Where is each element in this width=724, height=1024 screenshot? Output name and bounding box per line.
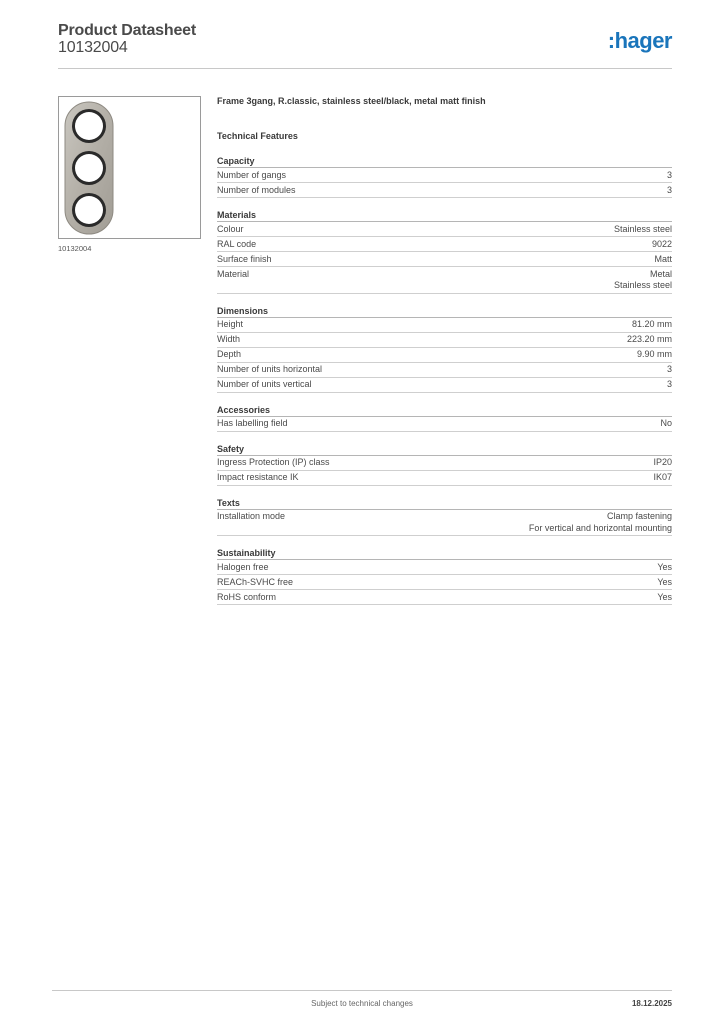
feature-value-line: 3 bbox=[666, 379, 672, 389]
product-image bbox=[58, 96, 201, 239]
feature-value-line: 9.90 mm bbox=[636, 349, 672, 359]
section-texts bbox=[217, 496, 672, 537]
section-dimensions bbox=[217, 304, 672, 393]
feature-label: Halogen free bbox=[217, 561, 269, 572]
feature-row bbox=[217, 252, 672, 267]
feature-value-line: 3 bbox=[666, 184, 672, 195]
footer-divider bbox=[52, 990, 672, 991]
feature-label: Installation mode bbox=[217, 511, 286, 521]
feature-value bbox=[657, 577, 672, 589]
feature-row bbox=[217, 333, 672, 348]
section-title: Dimensions bbox=[217, 304, 672, 318]
section-safety bbox=[217, 442, 672, 486]
feature-row bbox=[217, 575, 672, 590]
feature-value bbox=[667, 379, 672, 391]
feature-row bbox=[217, 363, 672, 378]
feature-row bbox=[217, 417, 672, 432]
feature-row bbox=[217, 267, 672, 294]
feature-row bbox=[217, 456, 672, 471]
feature-label: Number of gangs bbox=[217, 169, 287, 180]
section-sustainability bbox=[217, 546, 672, 605]
feature-value bbox=[653, 457, 672, 469]
feature-label: RoHS conform bbox=[217, 591, 277, 602]
feature-row bbox=[217, 471, 672, 486]
section-title: Texts bbox=[217, 496, 672, 510]
section-title: Capacity bbox=[217, 154, 672, 168]
footer-note: Subject to technical changes bbox=[311, 999, 413, 1008]
feature-value-line: 9022 bbox=[651, 238, 672, 249]
feature-value bbox=[654, 254, 672, 266]
feature-value bbox=[657, 592, 672, 604]
feature-value-line: Yes bbox=[657, 576, 672, 587]
feature-row bbox=[217, 237, 672, 252]
feature-value bbox=[652, 239, 672, 251]
feature-label: Colour bbox=[217, 223, 244, 234]
frame-3gang-image bbox=[59, 97, 200, 238]
feature-row bbox=[217, 168, 672, 183]
feature-value-line: Stainless steel bbox=[613, 223, 672, 234]
feature-value-line: Clamp fastening bbox=[606, 511, 672, 521]
product-title: Frame 3gang, R.classic, stainless steel/black, metal matt finish bbox=[217, 96, 486, 106]
feature-label: Number of modules bbox=[217, 184, 296, 195]
feature-label: Ingress Protection (IP) class bbox=[217, 457, 330, 467]
feature-value bbox=[637, 349, 672, 361]
section-title: Sustainability bbox=[217, 546, 672, 560]
feature-value-line: IK07 bbox=[653, 472, 672, 482]
section-title: Accessories bbox=[217, 403, 672, 417]
section-capacity bbox=[217, 154, 672, 198]
feature-label: Impact resistance IK bbox=[217, 472, 299, 482]
feature-value-line: Stainless steel bbox=[613, 280, 672, 290]
feature-row bbox=[217, 378, 672, 393]
feature-label: Height bbox=[217, 319, 244, 329]
feature-sections bbox=[217, 154, 672, 605]
feature-label: Number of units horizontal bbox=[217, 364, 323, 374]
feature-row bbox=[217, 318, 672, 333]
feature-value-line: 81.20 mm bbox=[631, 319, 672, 329]
technical-features-heading: Technical Features bbox=[217, 131, 298, 141]
feature-label: RAL code bbox=[217, 238, 257, 249]
feature-value bbox=[614, 224, 672, 236]
section-title: Materials bbox=[217, 208, 672, 222]
feature-value-line: 3 bbox=[666, 169, 672, 180]
feature-value-line: Yes bbox=[657, 591, 672, 602]
feature-value bbox=[653, 472, 672, 484]
hager-logo: :hager bbox=[607, 28, 672, 53]
feature-label: Width bbox=[217, 334, 241, 344]
feature-row bbox=[217, 222, 672, 237]
feature-value-line: IP20 bbox=[653, 457, 672, 467]
feature-label: REACh-SVHC free bbox=[217, 576, 294, 587]
feature-label: Surface finish bbox=[217, 253, 272, 264]
feature-value-line: 3 bbox=[666, 364, 672, 374]
feature-value bbox=[529, 511, 672, 534]
feature-value bbox=[627, 334, 672, 346]
section-title: Safety bbox=[217, 442, 672, 456]
image-caption: 10132004 bbox=[58, 244, 92, 253]
feature-value bbox=[657, 562, 672, 574]
feature-value-line: No bbox=[660, 418, 672, 428]
section-materials bbox=[217, 208, 672, 294]
feature-label: Material bbox=[217, 268, 250, 279]
feature-value bbox=[632, 319, 672, 331]
feature-label: Number of units vertical bbox=[217, 379, 312, 389]
features-content bbox=[217, 95, 672, 605]
feature-row bbox=[217, 560, 672, 575]
section-accessories bbox=[217, 403, 672, 432]
feature-row bbox=[217, 590, 672, 605]
feature-row bbox=[217, 348, 672, 363]
feature-label: Has labelling field bbox=[217, 418, 288, 428]
feature-value bbox=[660, 418, 672, 430]
feature-row bbox=[217, 510, 672, 537]
feature-value-line: 223.20 mm bbox=[626, 334, 672, 344]
feature-label: Depth bbox=[217, 349, 242, 359]
feature-value-line: Metal bbox=[649, 268, 672, 279]
feature-row bbox=[217, 183, 672, 198]
header-divider bbox=[58, 68, 672, 69]
product-id: 10132004 bbox=[58, 39, 128, 56]
feature-value-line: Matt bbox=[654, 253, 672, 264]
feature-value-line: Yes bbox=[657, 561, 672, 572]
document-title: Product Datasheet bbox=[58, 22, 196, 39]
feature-value bbox=[667, 185, 672, 197]
feature-value-line: For vertical and horizontal mounting bbox=[528, 522, 672, 533]
feature-value bbox=[614, 269, 672, 292]
feature-value bbox=[667, 170, 672, 182]
footer-date: 18.12.2025 bbox=[631, 999, 672, 1008]
feature-value bbox=[667, 364, 672, 376]
page-header bbox=[58, 22, 672, 70]
